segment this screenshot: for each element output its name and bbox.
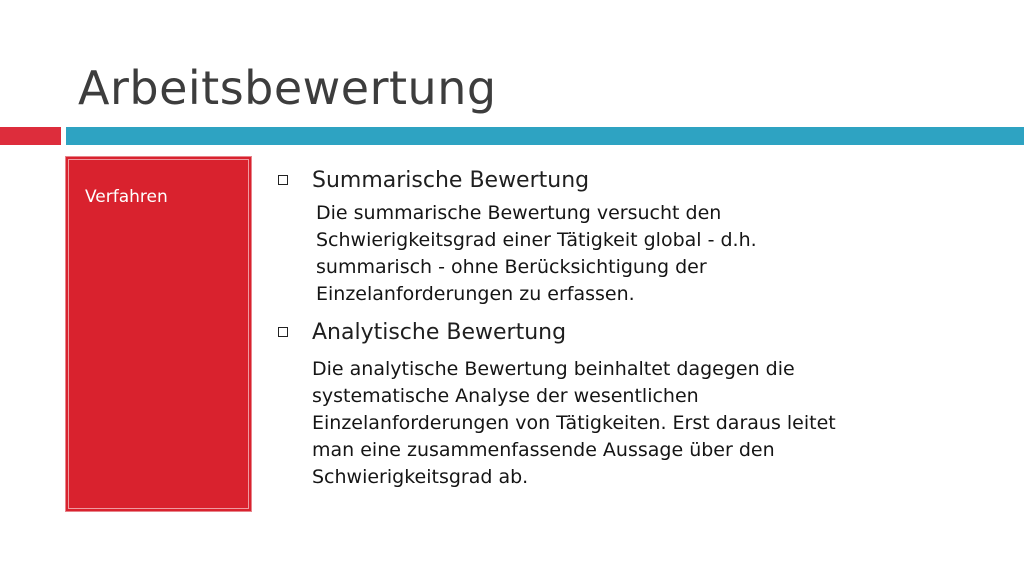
text-line: Einzelanforderungen von Tätigkeiten. Erst daraus leitet [312, 412, 836, 434]
bullet-item-analytische [276, 316, 976, 348]
text-line: Schwierigkeitsgrad ab. [312, 466, 529, 488]
sidebar-label: Verfahren [85, 187, 168, 207]
title-underline-blue-bar [66, 127, 1024, 145]
text-line: Die analytische Bewertung beinhaltet dagegen die [312, 358, 795, 380]
text-line: Die summarische Bewertung versucht den [316, 202, 722, 224]
text-line: summarisch - ohne Berücksichtigung der [316, 256, 707, 278]
bullet-heading: Summarische Bewertung [312, 167, 590, 193]
text-line: Schwierigkeitsgrad einer Tätigkeit global - d.h. [316, 229, 757, 251]
text-line: systematische Analyse der wesentlichen [312, 385, 699, 407]
category-sidebar [65, 156, 252, 512]
text-line: Einzelanforderungen zu erfassen. [316, 283, 635, 305]
bullet-heading: Analytische Bewertung [312, 319, 567, 345]
bullet-description [312, 356, 952, 491]
title-underline-red-bar [0, 127, 61, 145]
bullet-item-summarische [276, 164, 976, 196]
content-area [276, 164, 976, 491]
checkbox-square-icon [278, 175, 288, 185]
slide-title: Arbeitsbewertung [78, 61, 497, 115]
text-line: man eine zusammenfassende Aussage über den [312, 439, 775, 461]
checkbox-square-icon [278, 327, 288, 337]
bullet-description [316, 200, 876, 308]
